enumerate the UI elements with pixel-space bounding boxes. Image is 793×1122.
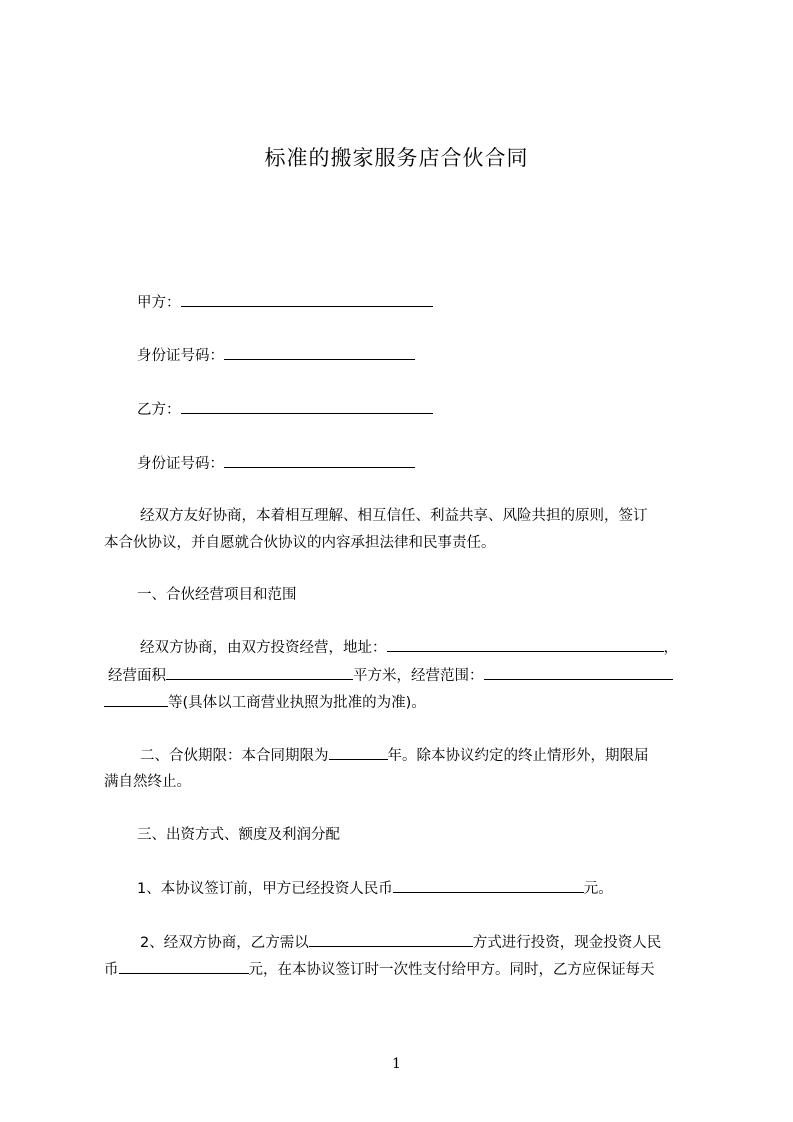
section-2-suffix: 年。除本协议约定的终止情形外，期限届 [387, 748, 649, 764]
s1-line1-prefix: 经双方协商，由双方投资经营，地址： [140, 640, 387, 656]
party-a-blank [181, 292, 433, 307]
party-b-blank [181, 399, 433, 414]
s1-line3-text: 等(具体以工商营业执照为批准的为准)。 [168, 695, 426, 711]
section-2-line-1 [140, 745, 649, 766]
item-1-suffix: 元。 [583, 881, 613, 897]
party-a-label: 甲方： [137, 295, 181, 311]
section-1-line-2 [108, 665, 673, 686]
area-blank [166, 665, 353, 680]
item-2-suffix: 方式进行投资，现金投资人民 [472, 935, 662, 951]
investment-method-blank [309, 932, 473, 947]
intro-line-2: 本合伙协议，并自愿就合伙协议的内容承担法律和民事责任。 [104, 535, 496, 551]
party-a-investment-blank [393, 878, 584, 893]
section-2-prefix: 二、合伙期限：本合同期限为 [140, 748, 329, 764]
item-1-line [137, 878, 613, 899]
id-number-b-line [137, 453, 415, 474]
intro-line-1: 经双方友好协商，本着相互理解、相互信任、利益共享、风险共担的原则，签订 [140, 508, 648, 524]
id-number-b-blank [224, 453, 415, 468]
cash-investment-blank [119, 959, 249, 974]
address-blank [387, 637, 664, 652]
item-2-line-1 [140, 932, 661, 953]
scope-blank-continued [104, 692, 168, 707]
section-1-heading: 一、合伙经营项目和范围 [137, 587, 297, 603]
id-number-b-label: 身份证号码： [137, 456, 224, 472]
term-years-blank [329, 745, 388, 760]
page-number: 1 [392, 1056, 401, 1072]
item-2-line2-suffix: 元，在本协议签订时一次性支付给甲方。同时，乙方应保证每天 [248, 962, 655, 978]
item-1-prefix: 1、本协议签订前，甲方已经投资人民币 [137, 881, 393, 897]
id-number-a-label: 身份证号码： [137, 348, 224, 364]
section-2-line-2: 满自然终止。 [104, 774, 191, 790]
section-1-line-3 [104, 692, 426, 713]
id-number-a-blank [224, 345, 415, 360]
item-2-line-2 [104, 959, 655, 980]
party-b-line [137, 399, 433, 420]
s1-line2-scope-label: 平方米，经营范围： [353, 668, 484, 684]
party-a-line [137, 292, 433, 313]
id-number-a-line [137, 345, 415, 366]
section-1-line-1 [140, 637, 678, 658]
s1-line1-suffix: ， [663, 640, 678, 656]
document-title: 标准的搬家服务店合伙合同 [264, 146, 529, 170]
party-b-label: 乙方： [137, 402, 181, 418]
scope-blank [484, 665, 673, 680]
s1-line2-area-label: 经营面积 [108, 668, 166, 684]
section-3-heading: 三、出资方式、额度及利润分配 [137, 827, 340, 843]
item-2-prefix: 2、经双方协商，乙方需以 [140, 935, 309, 951]
item-2-line2-prefix: 币 [104, 962, 119, 978]
